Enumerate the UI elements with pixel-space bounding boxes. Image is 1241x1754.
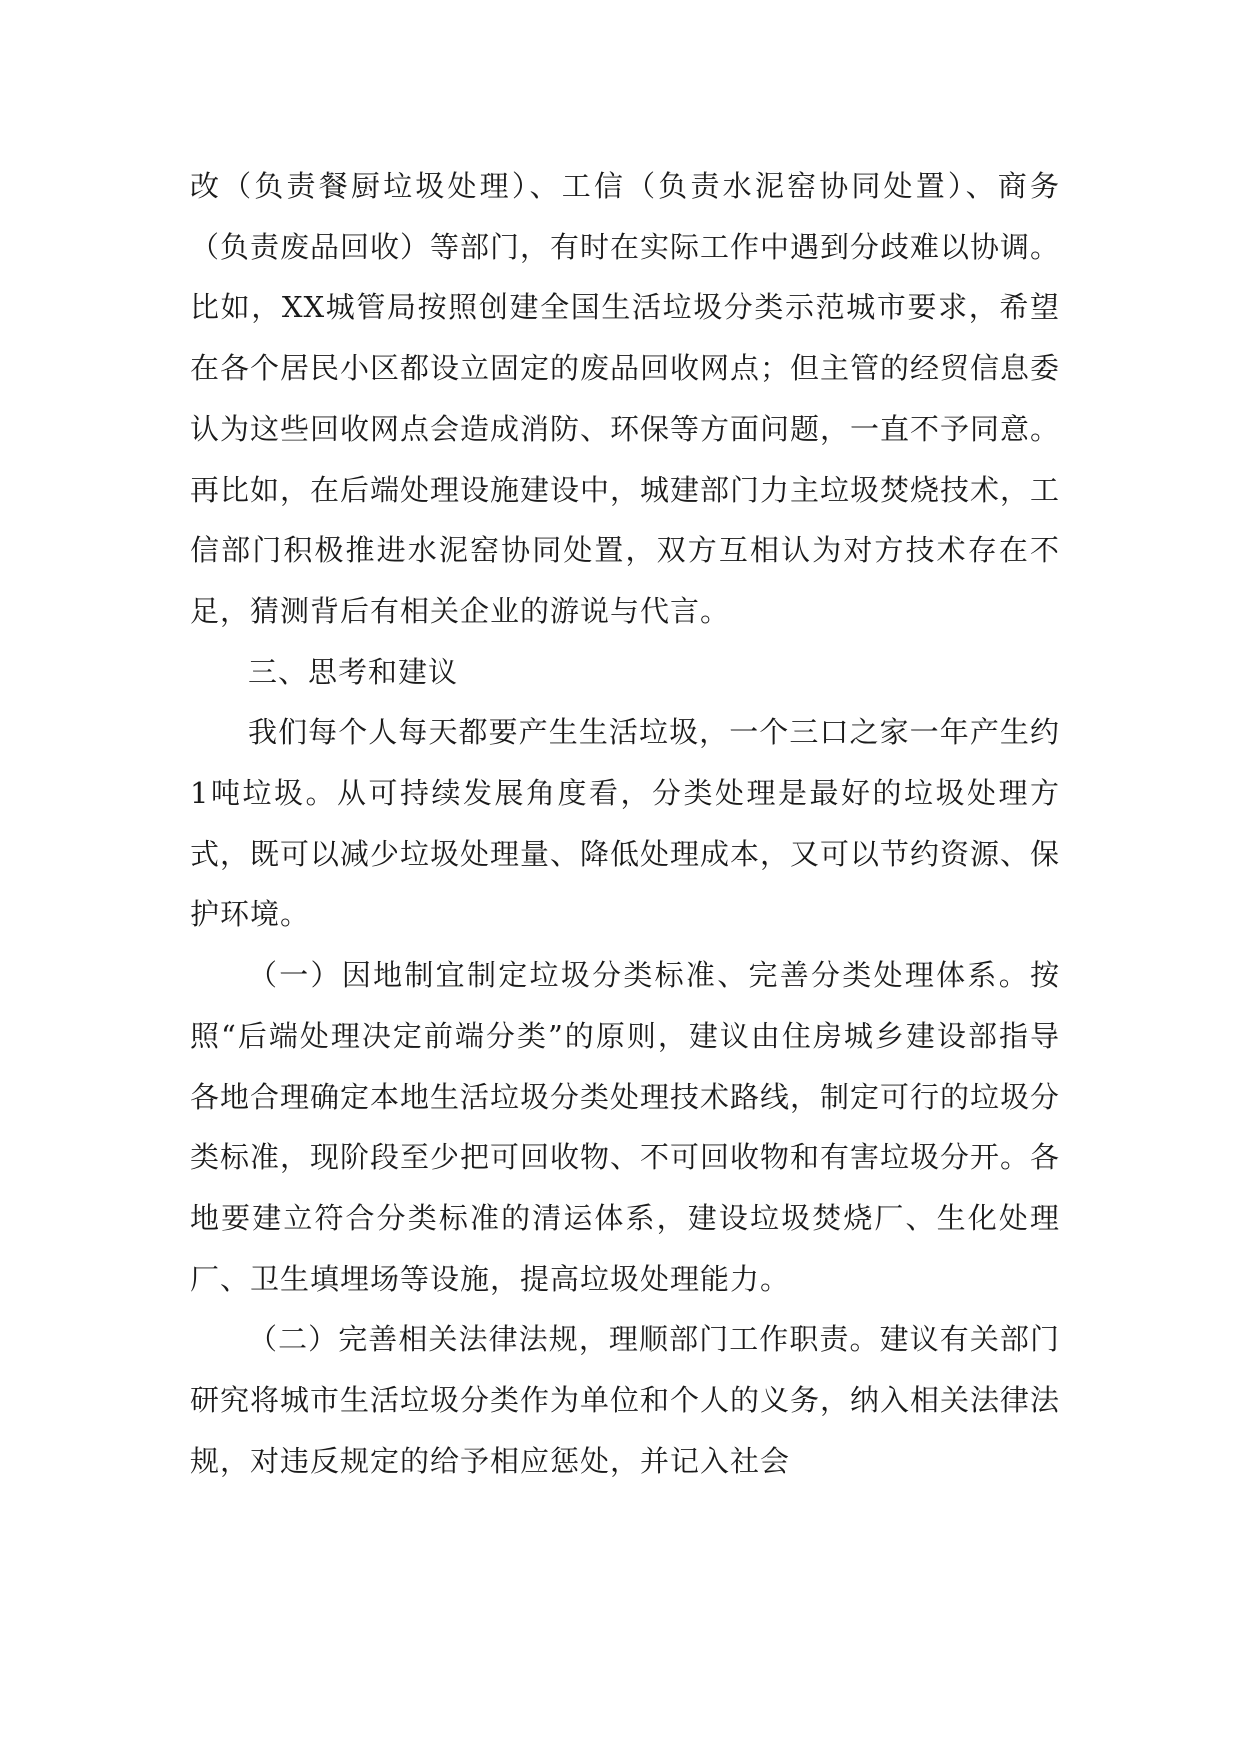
suggestion-paragraph-2: （二）完善相关法律法规，理顺部门工作职责。建议有关部门研究将城市生活垃圾分类作为单位和个人的义务，纳入相关法律法规，对违反规定的给予相应惩处，并记入社会 <box>190 1322 1061 1478</box>
section-heading: 三、思考和建议 <box>248 654 459 689</box>
continuation-paragraph: 改（负责餐厨垃圾处理）、工信（负责水泥窑协同处置）、商务（负责废品回收）等部门，有时在实际工作中遇到分歧难以协调。比如，XX城管局按照创建全国生活垃圾分类示范城市要求，希望在各个居民小区都设立固定的废品回收网点；但主管的经贸信息委认为这些回收网点会造成消防、环保等方面问题，一直不予同意。再比如，在后端处理设施建设中，城建部门力主垃圾焚烧技术，工信部门积极推进水泥窑协同处置，双方互相认为对方技术存在不足，猜测背后有相关企业的游说与代言。 <box>190 169 1061 628</box>
intro-paragraph: 我们每个人每天都要产生生活垃圾，一个三口之家一年产生约1吨垃圾。从可持续发展角度看，分类处理是最好的垃圾处理方式，既可以减少垃圾处理量、降低处理成本，又可以节约资源、保护环境。 <box>190 715 1061 932</box>
document-body <box>190 156 1060 1491</box>
suggestion-paragraph-1: （一）因地制宜制定垃圾分类标准、完善分类处理体系。按照“后端处理决定前端分类”的原则，建议由住房城乡建设部指导各地合理确定本地生活垃圾分类处理技术路线，制定可行的垃圾分类标准，现阶段至少把可回收物、不可回收物和有害垃圾分开。各地要建立符合分类标准的清运体系，建设垃圾焚烧厂、生化处理厂、卫生填埋场等设施，提高垃圾处理能力。 <box>190 958 1061 1296</box>
